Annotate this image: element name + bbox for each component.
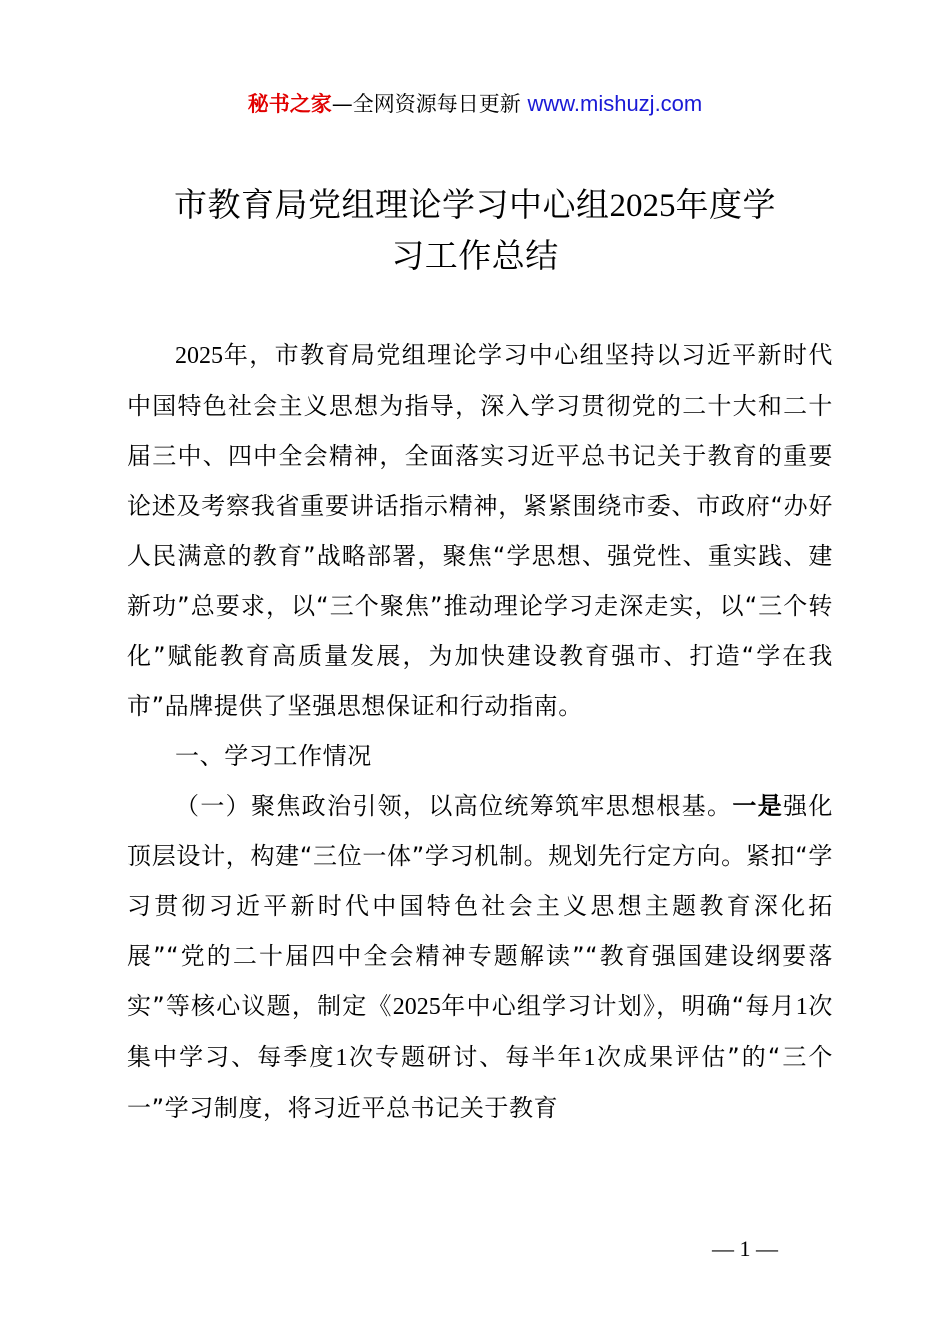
document-body: [127, 330, 833, 1133]
brand-name: 秘书之家: [247, 92, 332, 116]
title-line-1: 市教育局党组理论学习中心组2025年度学: [174, 185, 776, 224]
site-url-link[interactable]: www.mishuzj.com: [527, 91, 703, 116]
site-header: [0, 88, 950, 120]
header-slogan: —全网资源每日更新: [331, 92, 528, 116]
body-paragraph: （一）聚焦政治引领，以高位统筹筑牢思想根基。一是强化顶层设计，构建“三位一体”学习机制。规划先行定方向。紧扣“学习贯彻习近平新时代中国特色社会主义思想主题教育深化拓展”“党的二十届四中全会精神专题解读”“教育强国建设纲要落实”等核心议题，制定《2025年中心组学习计划》，明确“每月1次集中学习、每季度1次专题研讨、每半年1次成果评估”的“三个一”学习制度，将习近平总书记关于教育: [127, 792, 833, 1122]
section-heading: 一、学习工作情况: [175, 742, 372, 770]
intro-paragraph: 2025年，市教育局党组理论学习中心组坚持以习近平新时代中国特色社会主义思想为指导，深入学习贯彻党的二十大和二十届三中、四中全会精神，全面落实习近平总书记关于教育的重要论述及考察我省重要讲话指示精神，紧紧围绕市委、市政府“办好人民满意的教育”战略部署，聚焦“学思想、强党性、重实践、建新功”总要求，以“三个聚焦”推动理论学习走深走实，以“三个转化”赋能教育高质量发展，为加快建设教育强市、打造“学在我市”品牌提供了坚强思想保证和行动指南。: [127, 341, 833, 720]
title-line-2: 习工作总结: [391, 236, 559, 275]
bold-marker: 一是: [732, 792, 784, 820]
document-title: [120, 180, 830, 281]
